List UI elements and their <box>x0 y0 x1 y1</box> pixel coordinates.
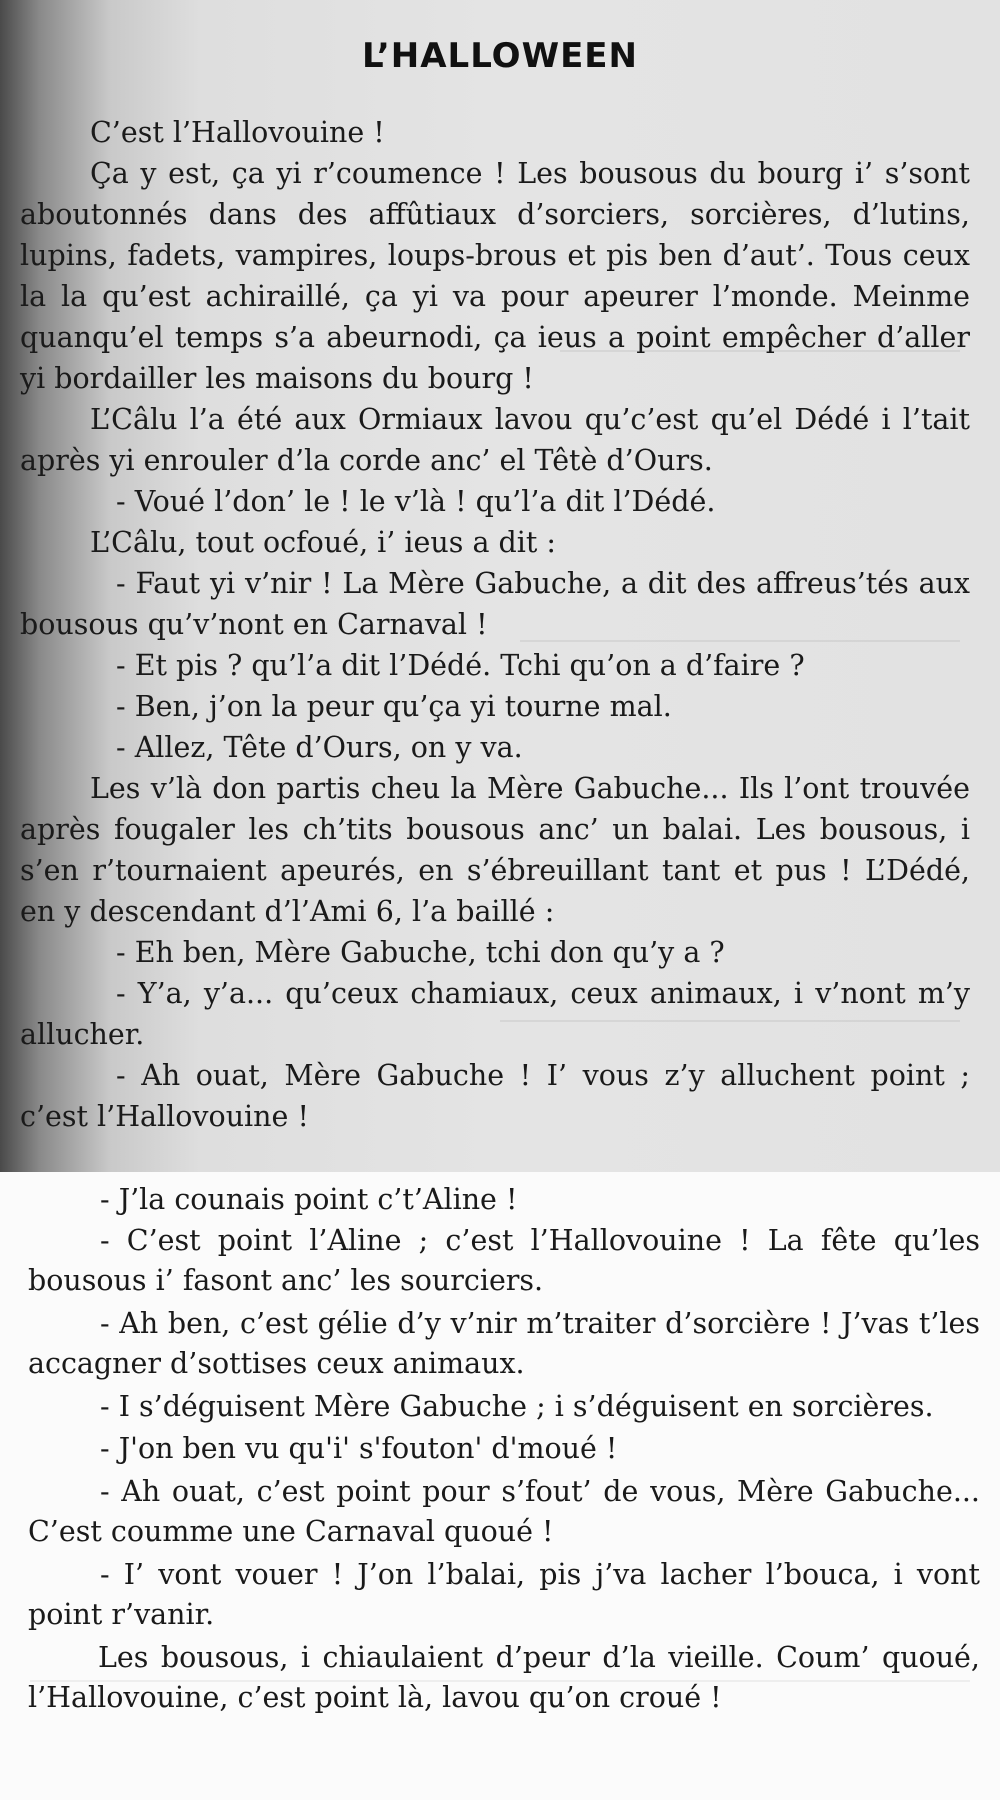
text-body-top <box>20 112 970 1137</box>
closing-paragraph: Les bousous, i chiaulaient d’peur d’la vieille. Coum’ quoué, l’Hallovouine, c’est point là, lavou qu’on croué ! <box>28 1640 980 1714</box>
dialogue-line: - Ah ben, c’est gélie d’y v’nir m’traiter d’sorcière ! J’vas t’les accagner d’sottises ceux animaux. <box>28 1306 980 1380</box>
dialogue-line: - Et pis ? qu’l’a dit l’Dédé. Tchi qu’on a d’faire ? <box>116 649 805 682</box>
dialogue-line: - I’ vont vouer ! J’on l’balai, pis j’va lacher l’bouca, i vont point r’vanir. <box>28 1557 980 1631</box>
paragraph: L’Câlu, tout ocfoué, i’ ieus a dit : <box>90 526 556 559</box>
dialogue-line: - C’est point l’Aline ; c’est l’Hallovouine ! La fête qu’les bousous i’ fasont anc’ les sourciers. <box>28 1223 980 1297</box>
dialogue-line: - Faut yi v’nir ! La Mère Gabuche, a dit des affreus’tés aux bousous qu’v’nont en Carnaval ! <box>20 567 970 641</box>
dialogue-line: - I s’déguisent Mère Gabuche ; i s’déguisent en sorcières. <box>100 1389 934 1423</box>
dialogue-line: - Allez, Tête d’Ours, on y va. <box>116 731 523 764</box>
dialogue-line: - J'on ben vu qu'i' s'fouton' d'moué ! <box>100 1432 618 1465</box>
paragraph: Les v’là don partis cheu la Mère Gabuche... Ils l’ont trouvée après fougaler les ch’tits bousous anc’ un balai. Les bousous, i s’en r’tournaient apeurés, en s’ébreuillant tant et pus ! L’Dédé, en y descendant d’l’Ami 6, l’a baillé : <box>20 772 970 928</box>
dialogue-line: - Ah ouat, c’est point pour s’fout’ de vous, Mère Gabuche... C’est coumme une Carnaval quoué ! <box>28 1474 980 1548</box>
paragraph: L’Câlu l’a été aux Ormiaux lavou qu’c’est qu’el Dédé i l’tait après yi enrouler d’la corde anc’ el Têtè d’Ours. <box>20 403 970 477</box>
dialogue-line: - Eh ben, Mère Gabuche, tchi don qu’y a ? <box>116 936 725 969</box>
dialogue-line: - Voué l’don’ le ! le v’là ! qu’l’a dit l’Dédé. <box>116 485 716 518</box>
dialogue-line: - Ben, j’on la peur qu’ça yi tourne mal. <box>116 690 672 723</box>
dialogue-line: - J’la counais point c’t’Aline ! <box>100 1183 518 1216</box>
page-title: L’HALLOWEEN <box>362 36 638 76</box>
paragraph: Ça y est, ça yi r’coumence ! Les bousous du bourg i’ s’sont aboutonnés dans des affûtiaux d’sorciers, sorcières, d’lutins, lupins, fadets, vampires, loups-brous et pis ben d’aut’. Tous ceux la la qu’est achiraillé, ça yi va pour apeurer l’monde. Meinme quanqu’el temps s’a abeurnodi, ça ieus a point empêcher d’aller yi bordailler les maisons du bourg ! <box>20 157 970 395</box>
dialogue-line: - Y’a, y’a... qu’ceux chamiaux, ceux animaux, i v’nont m’y allucher. <box>20 977 970 1051</box>
text-body-bottom <box>28 1180 980 1719</box>
dialogue-line: - Ah ouat, Mère Gabuche ! I’ vous z’y alluchent point ; c’est l’Hallovouine ! <box>20 1059 970 1133</box>
paragraph: C’est l’Hallovouine ! <box>90 116 385 149</box>
